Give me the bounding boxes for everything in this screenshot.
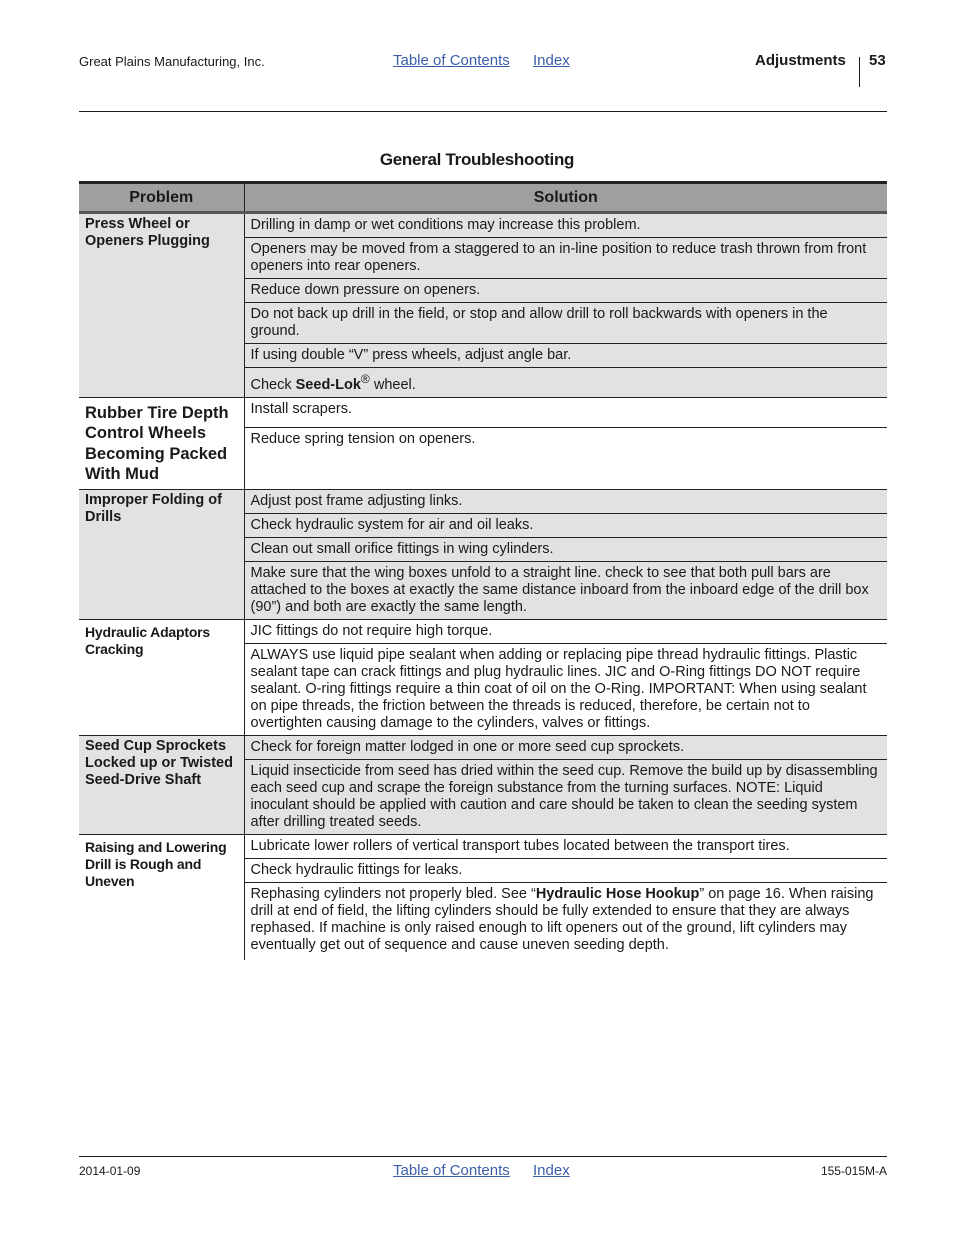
solution-cell: Reduce down pressure on openers. xyxy=(244,279,887,303)
section-title: Adjustments xyxy=(755,52,846,69)
table-row xyxy=(79,213,887,238)
solution-cell: Liquid insecticide from seed has dried within the seed cup. Remove the build up by disassembling each seed cup and scrape the foreign substance from the turning surfaces. NOTE: Liquid inoculant should be applied with caution and care should be taken to clean the seeding system after drilling treated seeds. xyxy=(244,759,887,834)
problem-cell: Improper Folding of Drills xyxy=(79,489,244,619)
header-divider xyxy=(859,57,860,87)
table-row xyxy=(79,735,887,759)
problem-cell: Seed Cup Sprockets Locked up or Twisted Seed-Drive Shaft xyxy=(79,735,244,834)
problem-cell: Hydraulic Adaptors Cracking xyxy=(79,619,244,735)
solution-cell: Install scrapers. xyxy=(244,397,887,427)
solution-cell: Make sure that the wing boxes unfold to a straight line. check to see that both pull bars are attached to the boxes at exactly the same distance inboard from the inboard edge of the drill box (90”) and both are exactly the same length. xyxy=(244,561,887,619)
solution-cell: JIC fittings do not require high torque. xyxy=(244,619,887,643)
table-header-row xyxy=(79,183,887,213)
solution-cell xyxy=(244,368,887,398)
page-number: 53 xyxy=(869,52,886,69)
solution-cell: Openers may be moved from a staggered to an in-line position to reduce trash thrown from front openers into rear openers. xyxy=(244,238,887,279)
hydraulic-hose-hookup-ref: Hydraulic Hose Hookup xyxy=(535,885,700,902)
rephasing-post: ” on page 16. When raising drill at end of field, the lifting cylinders should be fully extended to ensure that they are always rephased. If machine is only raised enough to lift openers out of the ground, lift cylinders may eventually get out of sequence and cause uneven seeding depth. xyxy=(250,885,874,953)
document-number: 155-015M-A xyxy=(820,1164,887,1178)
problem-cell: Press Wheel or Openers Plugging xyxy=(79,213,244,398)
table-row xyxy=(79,619,887,643)
solution-cell: If using double “V” press wheels, adjust angle bar. xyxy=(244,344,887,368)
solution-cell: Adjust post frame adjusting links. xyxy=(244,489,887,513)
solution-cell: Do not back up drill in the field, or stop and allow drill to roll backwards with openers in the ground. xyxy=(244,303,887,344)
troubleshooting-table xyxy=(79,181,887,960)
header-rule xyxy=(79,111,887,112)
seedlok-bold: Seed-Lok xyxy=(295,376,361,393)
footer-table-of-contents-link[interactable]: Table of Contents xyxy=(393,1162,510,1179)
seedlok-post: wheel. xyxy=(369,376,416,393)
solution-cell: Check hydraulic fittings for leaks. xyxy=(244,858,887,882)
problem-cell: Rubber Tire Depth Control Wheels Becoming Packed With Mud xyxy=(79,397,244,489)
index-link[interactable]: Index xyxy=(533,52,570,69)
solution-cell: Reduce spring tension on openers. xyxy=(244,427,887,489)
table-of-contents-link[interactable]: Table of Contents xyxy=(393,52,510,69)
registered-mark: ® xyxy=(360,372,370,386)
solution-cell: Check for foreign matter lodged in one or more seed cup sprockets. xyxy=(244,735,887,759)
problem-cell: Raising and Lowering Drill is Rough and Uneven xyxy=(79,834,244,960)
table-row xyxy=(79,397,887,427)
footer-index-link[interactable]: Index xyxy=(533,1162,570,1179)
solution-cell xyxy=(244,882,887,960)
footer-date: 2014-01-09 xyxy=(79,1164,141,1178)
column-header-problem: Problem xyxy=(79,183,244,213)
solution-cell: ALWAYS use liquid pipe sealant when adding or replacing pipe thread hydraulic fittings. Plastic sealant tape can crack fittings and plug hydraulic lines. JIC and O-Ring fittings DO NOT require sealant. O-ring fittings require a thin coat of oil on the O-Ring. IMPORTANT: When using sealant on pipe threads, the friction between the threads is reduced, therefore, be certain not to overtighten causing damage to the cylinders, valves or fittings. xyxy=(244,643,887,735)
solution-cell: Drilling in damp or wet conditions may increase this problem. xyxy=(244,213,887,238)
solution-cell: Clean out small orifice fittings in wing cylinders. xyxy=(244,537,887,561)
rephasing-pre: Rephasing cylinders not properly bled. See “ xyxy=(250,885,536,902)
page-title: General Troubleshooting xyxy=(379,150,575,169)
footer-rule xyxy=(79,1156,887,1157)
solution-cell: Lubricate lower rollers of vertical transport tubes located between the transport tires. xyxy=(244,834,887,858)
solution-cell: Check hydraulic system for air and oil leaks. xyxy=(244,513,887,537)
company-name: Great Plains Manufacturing, Inc. xyxy=(79,54,265,69)
seedlok-pre: Check xyxy=(250,376,296,393)
table-row xyxy=(79,489,887,513)
table-row xyxy=(79,834,887,858)
column-header-solution: Solution xyxy=(244,183,887,213)
